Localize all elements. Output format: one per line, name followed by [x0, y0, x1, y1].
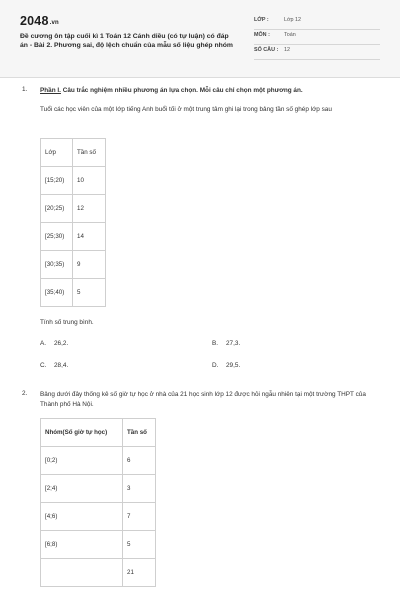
table-row — [41, 503, 156, 531]
table-cell: 21 — [123, 559, 156, 587]
meta-count-label: SỐ CÂU : — [254, 47, 279, 53]
part-prefix: Phần I. — [40, 87, 61, 94]
table-row — [41, 279, 106, 307]
logo-suffix: .vn — [49, 20, 59, 26]
table-cell: 10 — [73, 167, 106, 195]
option-letter: D. — [212, 362, 219, 369]
table-header-cell: Nhóm(Số giờ tự học) — [41, 419, 123, 447]
table-cell: [15;20) — [41, 167, 73, 195]
table-cell: 6 — [123, 447, 156, 475]
table-cell: [20;25) — [41, 195, 73, 223]
option-a[interactable] — [40, 340, 68, 347]
meta-count-value: 12 — [284, 47, 290, 53]
option-letter: A. — [40, 340, 47, 347]
question-1-number: 1. — [22, 86, 28, 93]
table-cell: 3 — [123, 475, 156, 503]
table-row — [41, 223, 106, 251]
table-cell: 7 — [123, 503, 156, 531]
table-cell: 12 — [73, 195, 106, 223]
option-c[interactable] — [40, 362, 68, 369]
document-title: Đề cương ôn tập cuối kì 1 Toán 12 Cánh diều (có tự luận) có đáp án - Bài 2. Phương sai, độ lệch chuẩn của mẫu số liệu ghép nhóm — [20, 33, 233, 50]
table-header-row — [41, 139, 106, 167]
question-1-prompt: Tính số trung bình. — [40, 319, 94, 326]
option-letter: C. — [40, 362, 47, 369]
meta-class-row — [254, 14, 380, 30]
option-letter: B. — [212, 340, 219, 347]
table-header-cell: Tần số — [73, 139, 106, 167]
table-row — [41, 559, 156, 587]
table-row — [41, 447, 156, 475]
meta-class-label: LỚP : — [254, 17, 269, 23]
table-row — [41, 167, 106, 195]
table-cell — [41, 559, 123, 587]
option-text: 27,3. — [226, 340, 241, 347]
meta-subject-value: Toán — [284, 32, 296, 38]
table-row — [41, 251, 106, 279]
table-cell: [6;8) — [41, 531, 123, 559]
table-cell: [35;40) — [41, 279, 73, 307]
table-row — [41, 475, 156, 503]
meta-subject-label: MÔN : — [254, 32, 270, 38]
frequency-table-1 — [40, 138, 106, 307]
table-cell: [25;30) — [41, 223, 73, 251]
option-text: 29,5. — [226, 362, 241, 369]
page-header — [0, 0, 400, 78]
table-row — [41, 531, 156, 559]
table-cell: [0;2) — [41, 447, 123, 475]
part-title — [40, 86, 385, 96]
table-cell: [2;4) — [41, 475, 123, 503]
meta-subject-row — [254, 29, 380, 45]
site-logo[interactable]: 2048.vn — [20, 14, 59, 28]
table-header-cell: Tần số — [123, 419, 156, 447]
option-text: 28,4. — [54, 362, 69, 369]
question-2-intro: Bảng dưới đây thống kê số giờ tự học ở nhà của 21 học sinh lớp 12 được hỏi ngẫu nhiên tại một trường THPT của Thành phố Hà Nội. — [40, 391, 366, 408]
question-2-number: 2. — [22, 390, 28, 397]
table-cell: [30;35) — [41, 251, 73, 279]
table-row — [41, 195, 106, 223]
option-d[interactable] — [212, 362, 240, 369]
table-header-row — [41, 419, 156, 447]
question-1-intro: Tuổi các học viên của một lớp tiếng Anh buổi tối ở một trung tâm ghi lại trong bảng tần số ghép lớp sau — [40, 106, 332, 113]
part-text: Câu trắc nghiệm nhiều phương án lựa chọn. Mỗi câu chỉ chọn một phương án. — [60, 87, 303, 94]
frequency-table-2 — [40, 418, 156, 587]
table-cell: 5 — [123, 531, 156, 559]
table-cell: 5 — [73, 279, 106, 307]
table-cell: [4;6) — [41, 503, 123, 531]
table-header-cell: Lớp — [41, 139, 73, 167]
meta-class-value: Lớp 12 — [284, 17, 302, 23]
table-cell: 9 — [73, 251, 106, 279]
table-cell: 14 — [73, 223, 106, 251]
option-b[interactable] — [212, 340, 240, 347]
meta-count-row — [254, 44, 380, 60]
option-text: 26,2. — [54, 340, 69, 347]
